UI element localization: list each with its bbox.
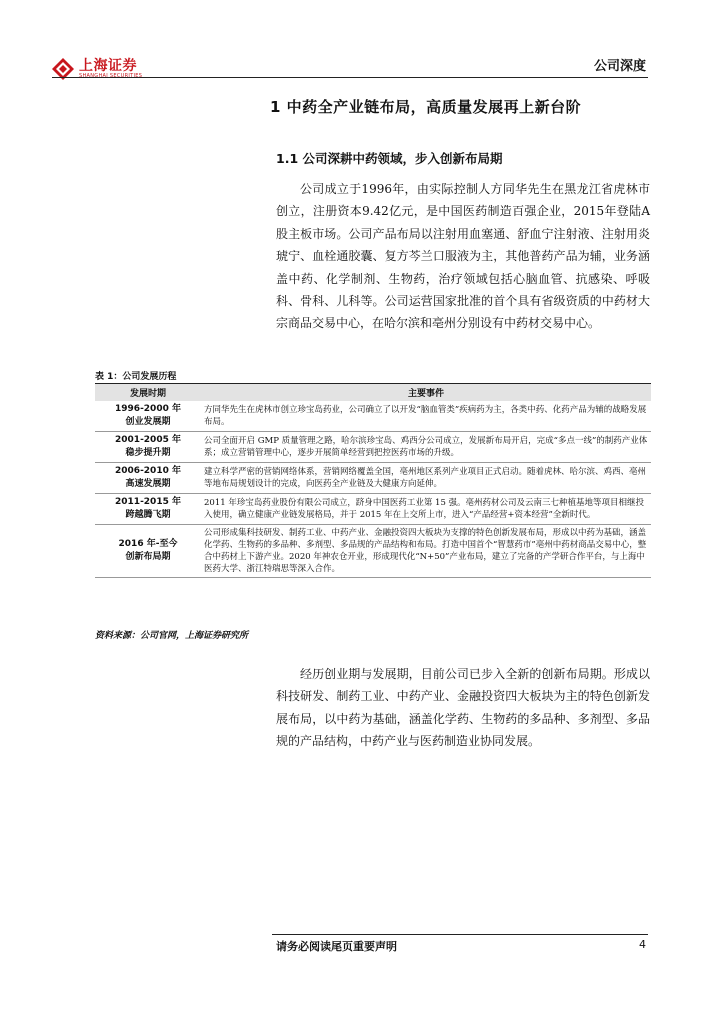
period-name: 稳步提升期 — [125, 448, 171, 458]
table-row — [95, 494, 651, 525]
table-caption: 表 1：公司发展历程 — [95, 372, 177, 382]
logo-name-cn: 上海证券 — [79, 58, 137, 74]
table-row — [95, 401, 651, 432]
event-cell: 建立科学严密的营销网络体系，营销网络覆盖全国，亳州地区系列产业项目正式启动。随着虎林、哈尔滨、鸡西、亳州等地布局规划设计的完成，向医药全产业链及大健康方向延伸。 — [201, 463, 651, 494]
period-name: 创新布局期 — [125, 552, 171, 562]
summary-paragraph — [276, 663, 650, 753]
page-number: 4 — [639, 938, 646, 951]
period-year: 1996-2000 年 — [115, 404, 181, 414]
event-cell: 公司全面开启 GMP 质量管理之路，哈尔滨珍宝岛、鸡西分公司成立，发展新布局开启，完成“多点一线”的制药产业体系；成立营销管理中心，逐步开展简单经营到把控医药市场的升级。 — [201, 432, 651, 463]
footer-disclaimer: 请务必阅读尾页重要声明 — [276, 940, 397, 953]
intro-paragraph — [276, 178, 650, 335]
period-name: 跨越腾飞期 — [125, 510, 171, 520]
period-name: 创业发展期 — [125, 417, 171, 427]
period-year: 2006-2010 年 — [115, 466, 181, 476]
history-table — [95, 383, 651, 578]
period-name: 高速发展期 — [125, 479, 171, 489]
period-year: 2011-2015 年 — [115, 497, 181, 507]
summary-paragraph-text: 经历创业期与发展期，目前公司已步入全新的创新布局期。形成以科技研发、制药工业、中药产业、金融投资四大板块为主的特色创新发展布局，以中药为基础，涵盖化学药、生物药的多品种、多剂型、多品规的产品结构，中药产业与医药制造业协同发展。 — [276, 667, 650, 749]
logo-name-en: SHANGHAI SECURITIES — [79, 73, 143, 79]
table-header-period: 发展时期 — [129, 389, 166, 399]
intro-paragraph-text: 公司成立于1996年，由实际控制人方同华先生在黑龙江省虎林市创立，注册资本9.42亿元，是中国医药制造百强企业，2015年登陆A股主板市场。公司产品布局以注射用血塞通、舒血宁注射液、注射用炎琥宁、血栓通胶囊、复方芩兰口服液为主，其他普药产品为辅，业务涵盖中药、化学制剂、生物药，治疗领域包括心脑血管、抗感染、呼吸科、骨科、儿科等。公司运营国家批准的首个具有省级资质的中药材大宗商品交易中心，在哈尔滨和亳州分别设有中药材交易中心。 — [276, 182, 650, 331]
period-cell — [95, 494, 201, 525]
table-source-note: 资料来源：公司官网，上海证券研究所 — [95, 631, 249, 641]
period-cell — [95, 432, 201, 463]
period-cell — [95, 463, 201, 494]
report-type-label: 公司深度 — [593, 59, 646, 74]
header-divider — [52, 77, 648, 78]
period-cell — [95, 525, 201, 578]
section-title: 1 中药全产业链布局，高质量发展再上新台阶 — [270, 98, 582, 116]
subsection-title: 1.1 公司深耕中药领域，步入创新布局期 — [276, 151, 503, 166]
event-cell: 方同华先生在虎林市创立珍宝岛药业，公司确立了以开发“脑血管类”疾病药为主，各类中药、化药产品为辅的战略发展布局。 — [201, 401, 651, 432]
period-year: 2001-2005 年 — [115, 435, 181, 445]
footer-divider — [272, 934, 648, 935]
table-row — [95, 463, 651, 494]
table-header-event: 主要事件 — [407, 389, 444, 399]
table-row — [95, 432, 651, 463]
table-header-row — [95, 384, 651, 402]
event-cell: 2011 年珍宝岛药业股份有限公司成立，跻身中国医药工业第 15 强。亳州药材公司及云南三七种植基地等项目相继投入使用，确立健康产业链发展格局，并于 2015 年在上交所上市，进入“产品经营+资本经营”全新时代。 — [201, 494, 651, 525]
period-cell — [95, 401, 201, 432]
period-year: 2016 年-至今 — [118, 539, 178, 549]
event-cell: 公司形成集科技研发、制药工业、中药产业、金融投资四大板块为支撑的特色创新发展布局，形成以中药为基础，涵盖化学药、生物药的多品种、多剂型、多品规的产品结构和布局。打造中国首个“智慧药市”亳州中药材商品交易中心，整合中药材上下游产业。2020 年神农仓开业，形成现代化“N+50”产业布局，建立了完备的产学研合作平台，与上海中医药大学、浙江特瑞思等深入合作。 — [201, 525, 651, 578]
table-row — [95, 525, 651, 578]
